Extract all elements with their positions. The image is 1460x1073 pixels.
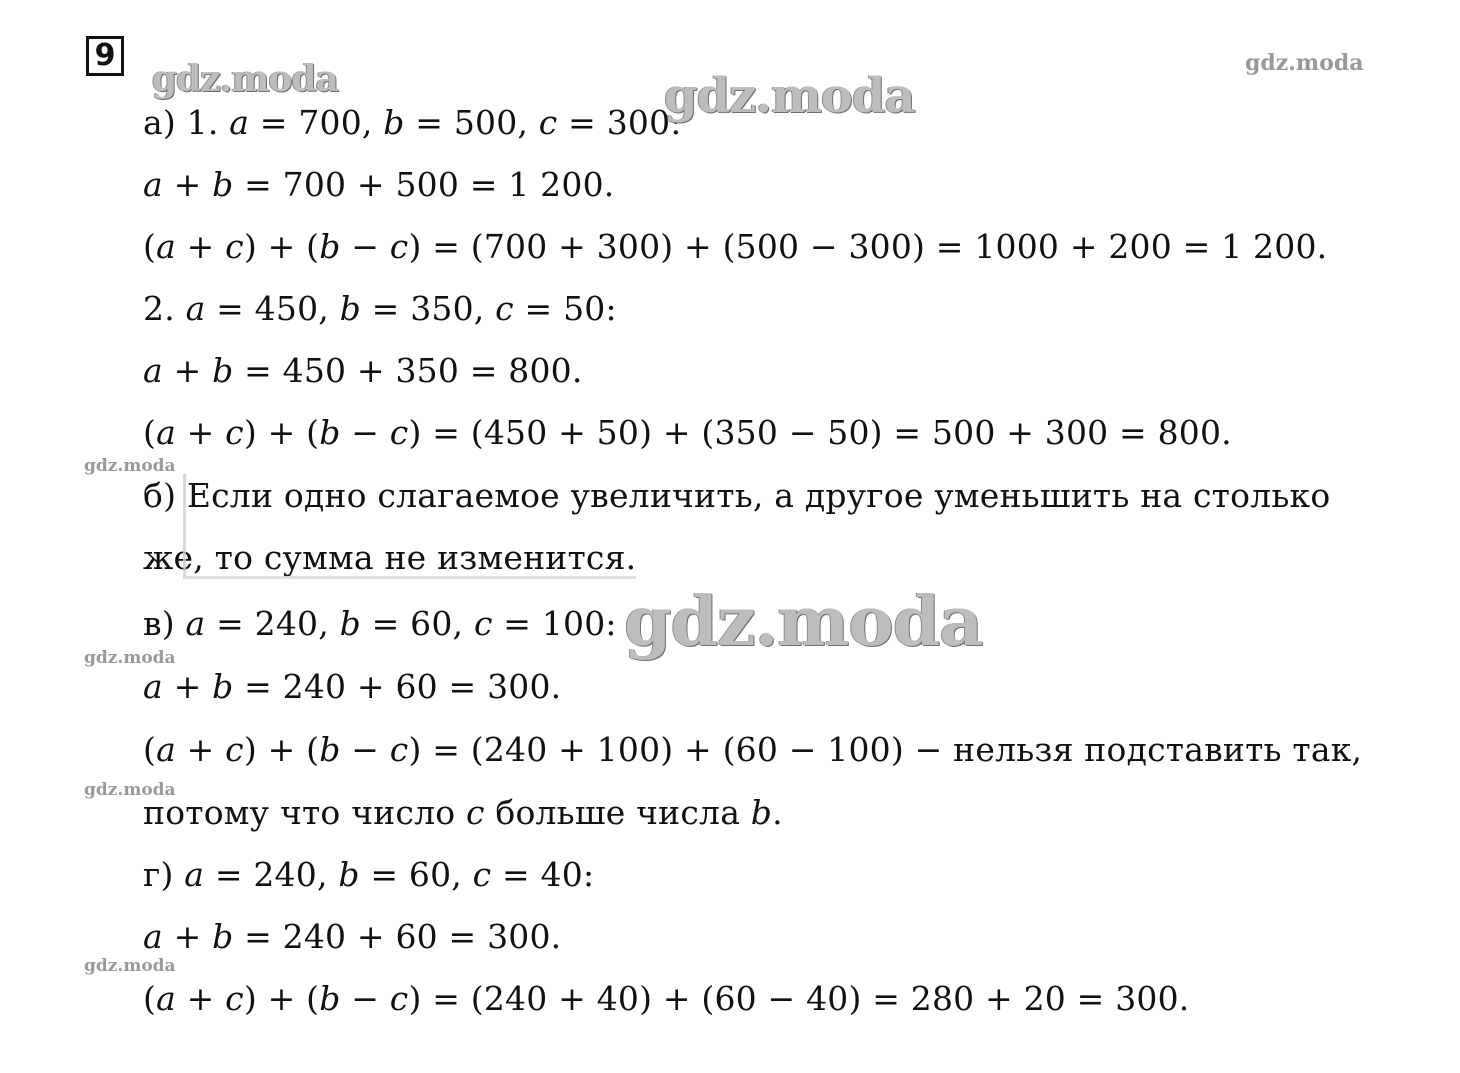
watermark-logo: gdz.moda (84, 456, 176, 476)
solution-line-a1: а) 1. 𝑎 = 700, 𝑏 = 500, 𝑐 = 300: (143, 103, 682, 142)
watermark-logo: gdz.moda (84, 780, 176, 800)
watermark-ghost-frame (183, 474, 636, 579)
solution-line-a2-sum: 𝑎 + 𝑏 = 450 + 350 = 800. (143, 351, 583, 390)
watermark-logo: gdz.moda (624, 582, 983, 662)
solution-line-v-reason: потому что число 𝑐 больше числа 𝑏. (143, 793, 783, 832)
solution-line-b-2: же, то сумма не изменится. (143, 538, 637, 577)
watermark-logo: gdz.moda (84, 648, 176, 668)
watermark-logo: gdz.moda (1245, 50, 1364, 76)
solution-line-v-sum: 𝑎 + 𝑏 = 240 + 60 = 300. (143, 667, 562, 706)
solution-line-v: в) 𝑎 = 240, 𝑏 = 60, 𝑐 = 100: (143, 604, 617, 643)
solution-line-a2: 2. 𝑎 = 450, 𝑏 = 350, 𝑐 = 50: (143, 289, 617, 328)
solution-line-g-check: (𝑎 + 𝑐) + (𝑏 − 𝑐) = (240 + 40) + (60 − 40) = 280 + 20 = 300. (143, 979, 1190, 1018)
solution-line-g: г) 𝑎 = 240, 𝑏 = 60, 𝑐 = 40: (143, 855, 595, 894)
task-number-box: 9 (86, 36, 124, 76)
watermark-logo: gdz.moda (84, 956, 176, 976)
solution-line-b-1: б) Если одно слагаемое увеличить, а другое уменьшить на столько (143, 476, 1331, 515)
solution-line-a1-check: (𝑎 + 𝑐) + (𝑏 − 𝑐) = (700 + 300) + (500 − 300) = 1000 + 200 = 1 200. (143, 227, 1328, 266)
solution-line-g-sum: 𝑎 + 𝑏 = 240 + 60 = 300. (143, 917, 562, 956)
solution-line-a2-check: (𝑎 + 𝑐) + (𝑏 − 𝑐) = (450 + 50) + (350 − 50) = 500 + 300 = 800. (143, 413, 1232, 452)
watermark-logo: gdz.moda (152, 58, 338, 100)
solution-line-v-check: (𝑎 + 𝑐) + (𝑏 − 𝑐) = (240 + 100) + (60 − 100) − нельзя подставить так, (143, 730, 1363, 769)
watermark-logo: gdz.moda (664, 68, 915, 124)
solution-line-a1-sum: 𝑎 + 𝑏 = 700 + 500 = 1 200. (143, 165, 615, 204)
